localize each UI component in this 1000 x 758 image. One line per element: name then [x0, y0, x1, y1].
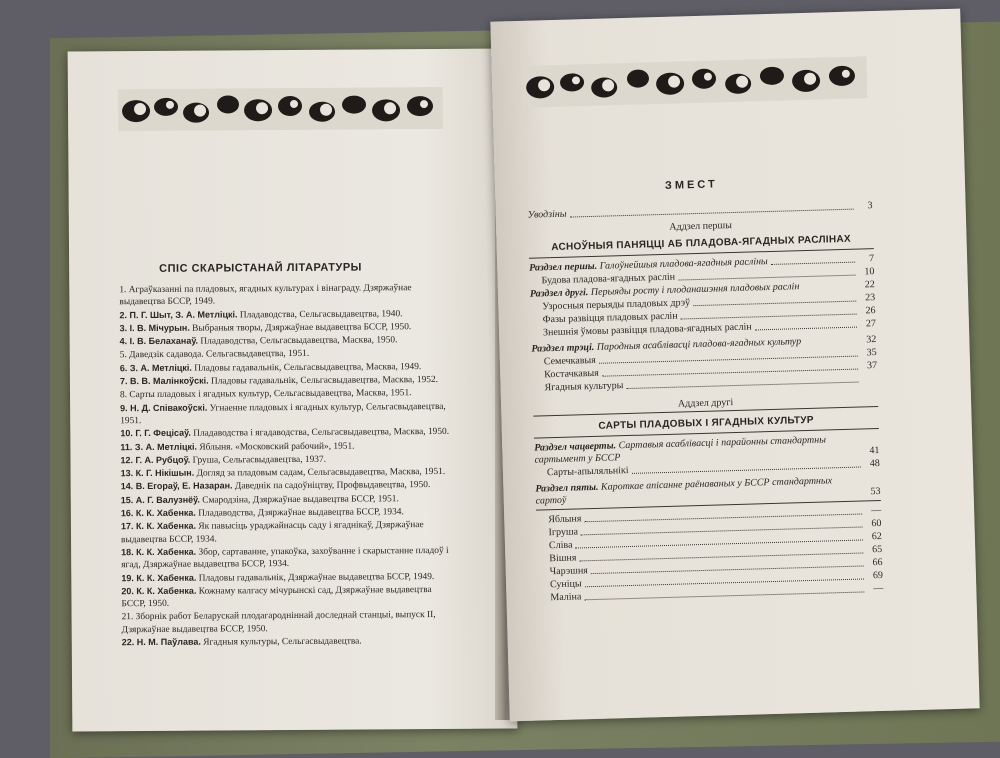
- toc-entry: Раздзел чацверты. Сартавыя асаблівасці і парайонны стандартны сартымент у БССР 41: [534, 434, 880, 466]
- table-of-contents: [528, 199, 884, 605]
- toc-entry: Знешнія ўмовы развіцця пладова-ягадных раслін 27: [542, 318, 877, 339]
- bibliography-item: 9. Н. Д. Співакоўскі. Угнаенне пладовых і ягадных культур, Сельгасвыдавецтва, 1951.: [120, 401, 446, 427]
- toc-entry: Семечкавыя 35: [543, 347, 877, 368]
- part-title: САРТЫ ПЛАДОВЫХ І ЯГАДНЫХ КУЛЬТУР: [598, 414, 814, 432]
- fruit-ornament-left: [118, 87, 443, 131]
- fruit-ornament-icon: [522, 56, 868, 108]
- bibliography-title: СПІС СКАРЫСТАНАЙ ЛІТАРАТУРЫ: [159, 261, 362, 275]
- bibliography-item: 18. К. К. Хабенка. Збор, сартаванне, упакоўка, захоўванне і скарыстанне пладоў і ягад, Дзяржаўнае выдавецтва БССР, 1934.: [121, 545, 449, 571]
- bibliography-item: 13. К. Г. Нікішын. Догляд за пладовым садам, Сельгасвыдавецтва, Масква, 1951.: [120, 467, 446, 479]
- bibliography-item: 7. В. В. Малінкоўскі. Пладовы гадавальнік, Сельгасвыдавецтва, Масква, 1952.: [119, 375, 439, 387]
- bibliography-item: 11. З. А. Метліцкі. Яблыня. «Московский рабочий», 1951.: [120, 441, 355, 453]
- toc-entry: Раздзел першы. Галоўнейшыя пладова-ягадныя расліны 7: [529, 253, 875, 274]
- bibliography-item: 22. Н. М. Паўлава. Ягадныя культуры, Сельгасвыдавецтва.: [121, 636, 362, 648]
- bibliography-item: 3. І. В. Мічурын. Выбраныя творы, Дзяржаўнае выдавецтва БССР, 1950.: [119, 322, 412, 334]
- contents-title: ЗМЕСТ: [664, 178, 718, 192]
- left-page: [68, 48, 518, 731]
- part-label: Аддзел другі: [677, 397, 734, 410]
- toc-entry: Будова пладова-ягадных раслін 10: [541, 266, 875, 287]
- bibliography-list: [119, 281, 457, 650]
- toc-entry: Костачкавыя 37: [544, 360, 878, 381]
- toc-entry: Узросныя перыяды пладовых дрэў 23: [542, 292, 876, 313]
- toc-entry: Чарэшня 66: [549, 556, 883, 578]
- toc-entry: Яблыня —: [548, 504, 882, 526]
- part-title: АСНОЎНЫЯ ПАНЯЦЦІ АБ ПЛАДОВА-ЯГАДНЫХ РАСЛІНАХ: [551, 233, 852, 254]
- toc-entry: Маліна —: [550, 582, 884, 604]
- bibliography-item: 16. К. К. Хабенка. Пладаводства, Дзяржаўнае выдавецтва БССР, 1934.: [120, 507, 404, 519]
- bibliography-item: 15. А. Г. Валузнёў. Смародзіна, Дзяржаўнае выдавецтва БССР, 1951.: [120, 494, 399, 506]
- toc-entry: Раздзел пяты. Кароткае апісанне раёнаваных у БССР стандартных сартоў 53: [535, 475, 881, 507]
- toc-entry: Фазы развіцця пладовых раслін 26: [542, 305, 876, 326]
- bibliography-item: 5. Даведзік садавода. Сельгасвыдавецтва, 1951.: [119, 349, 310, 361]
- bibliography-item: 2. П. Г. Шыт, З. А. Метліцкі. Пладаводства, Сельгасвыдавецтва, 1940.: [119, 308, 403, 320]
- bibliography-item: 8. Сарты пладовых і ягадных культур, Сельгасвыдавецтва, Масква, 1951.: [119, 388, 412, 401]
- right-page: [490, 9, 979, 722]
- bibliography-item: 14. В. Егораў, Е. Назаран. Даведнік па садоўніцтву, Профвыдавецтва, 1950.: [120, 480, 431, 492]
- toc-entry: Суніцы 69: [549, 569, 884, 591]
- bibliography-item: 12. Г. А. Рубцоў. Груша, Сельгасвыдавецтва, 1937.: [120, 454, 327, 466]
- bibliography-item: 4. І. В. Белаханаў. Пладаводства, Сельгасвыдавецтва, Масква, 1950.: [119, 335, 398, 347]
- toc-entry: Уводзіны 3: [527, 200, 873, 221]
- toc-entry: Ігруша 60: [548, 517, 882, 539]
- bibliography-item: 21. Зборнік работ Беларускай плодагароднiннай доследнай станцыі, выпуск II, Дзяржаўнае выдавецтва БССР, 1950.: [121, 610, 436, 635]
- bibliography-item: 19. К. К. Хабенка. Пладовы гадавальнік, Дзяржаўнае выдавецтва БССР, 1949.: [121, 571, 435, 584]
- toc-entry: Раздзел другі. Перыяды росту і плоданашэння пладовых раслін 22: [529, 279, 875, 300]
- toc-entry: Сліва 62: [548, 530, 882, 552]
- toc-entry: Вішня 65: [549, 543, 883, 565]
- toc-entry: Ягадныя культуры: [532, 373, 877, 395]
- toc-entry: Раздзел трэці. Пародныя асаблівасці пладова-ягадных культур 32: [531, 334, 877, 355]
- bibliography-item: 6. З. А. Метліцкі. Пладовы гадавальнік, Сельгасвыдавецтва, Масква, 1949.: [119, 361, 422, 374]
- toc-entry: Сарты-апыляльнікі 48: [546, 457, 880, 479]
- part-label: Аддзел першы: [669, 220, 733, 233]
- bibliography-item: 1. Аграўказанні па пладовых, ягадных культурах і вінаграду. Дзяржаўнае выдавецтва БССР, 1949.: [119, 283, 412, 308]
- fruit-ornament-icon: [118, 87, 443, 131]
- bibliography-item: 17. К. К. Хабенка. Як павысіць ураджайнасць саду і ягаднікаў, Дзяржаўнае выдавецтва БССР, 1934.: [120, 520, 424, 545]
- fruit-ornament-right: [522, 56, 868, 108]
- bibliography-item: 10. Г. Г. Фецісаў. Пладаводства і ягадаводства, Сельгасвыдавецтва, Масква, 1950.: [120, 427, 450, 439]
- bibliography-item: 20. К. К. Хабенка. Кожнаму калгасу мічурынскі сад, Дзяржаўнае выдавецтва БССР, 1950.: [121, 584, 432, 610]
